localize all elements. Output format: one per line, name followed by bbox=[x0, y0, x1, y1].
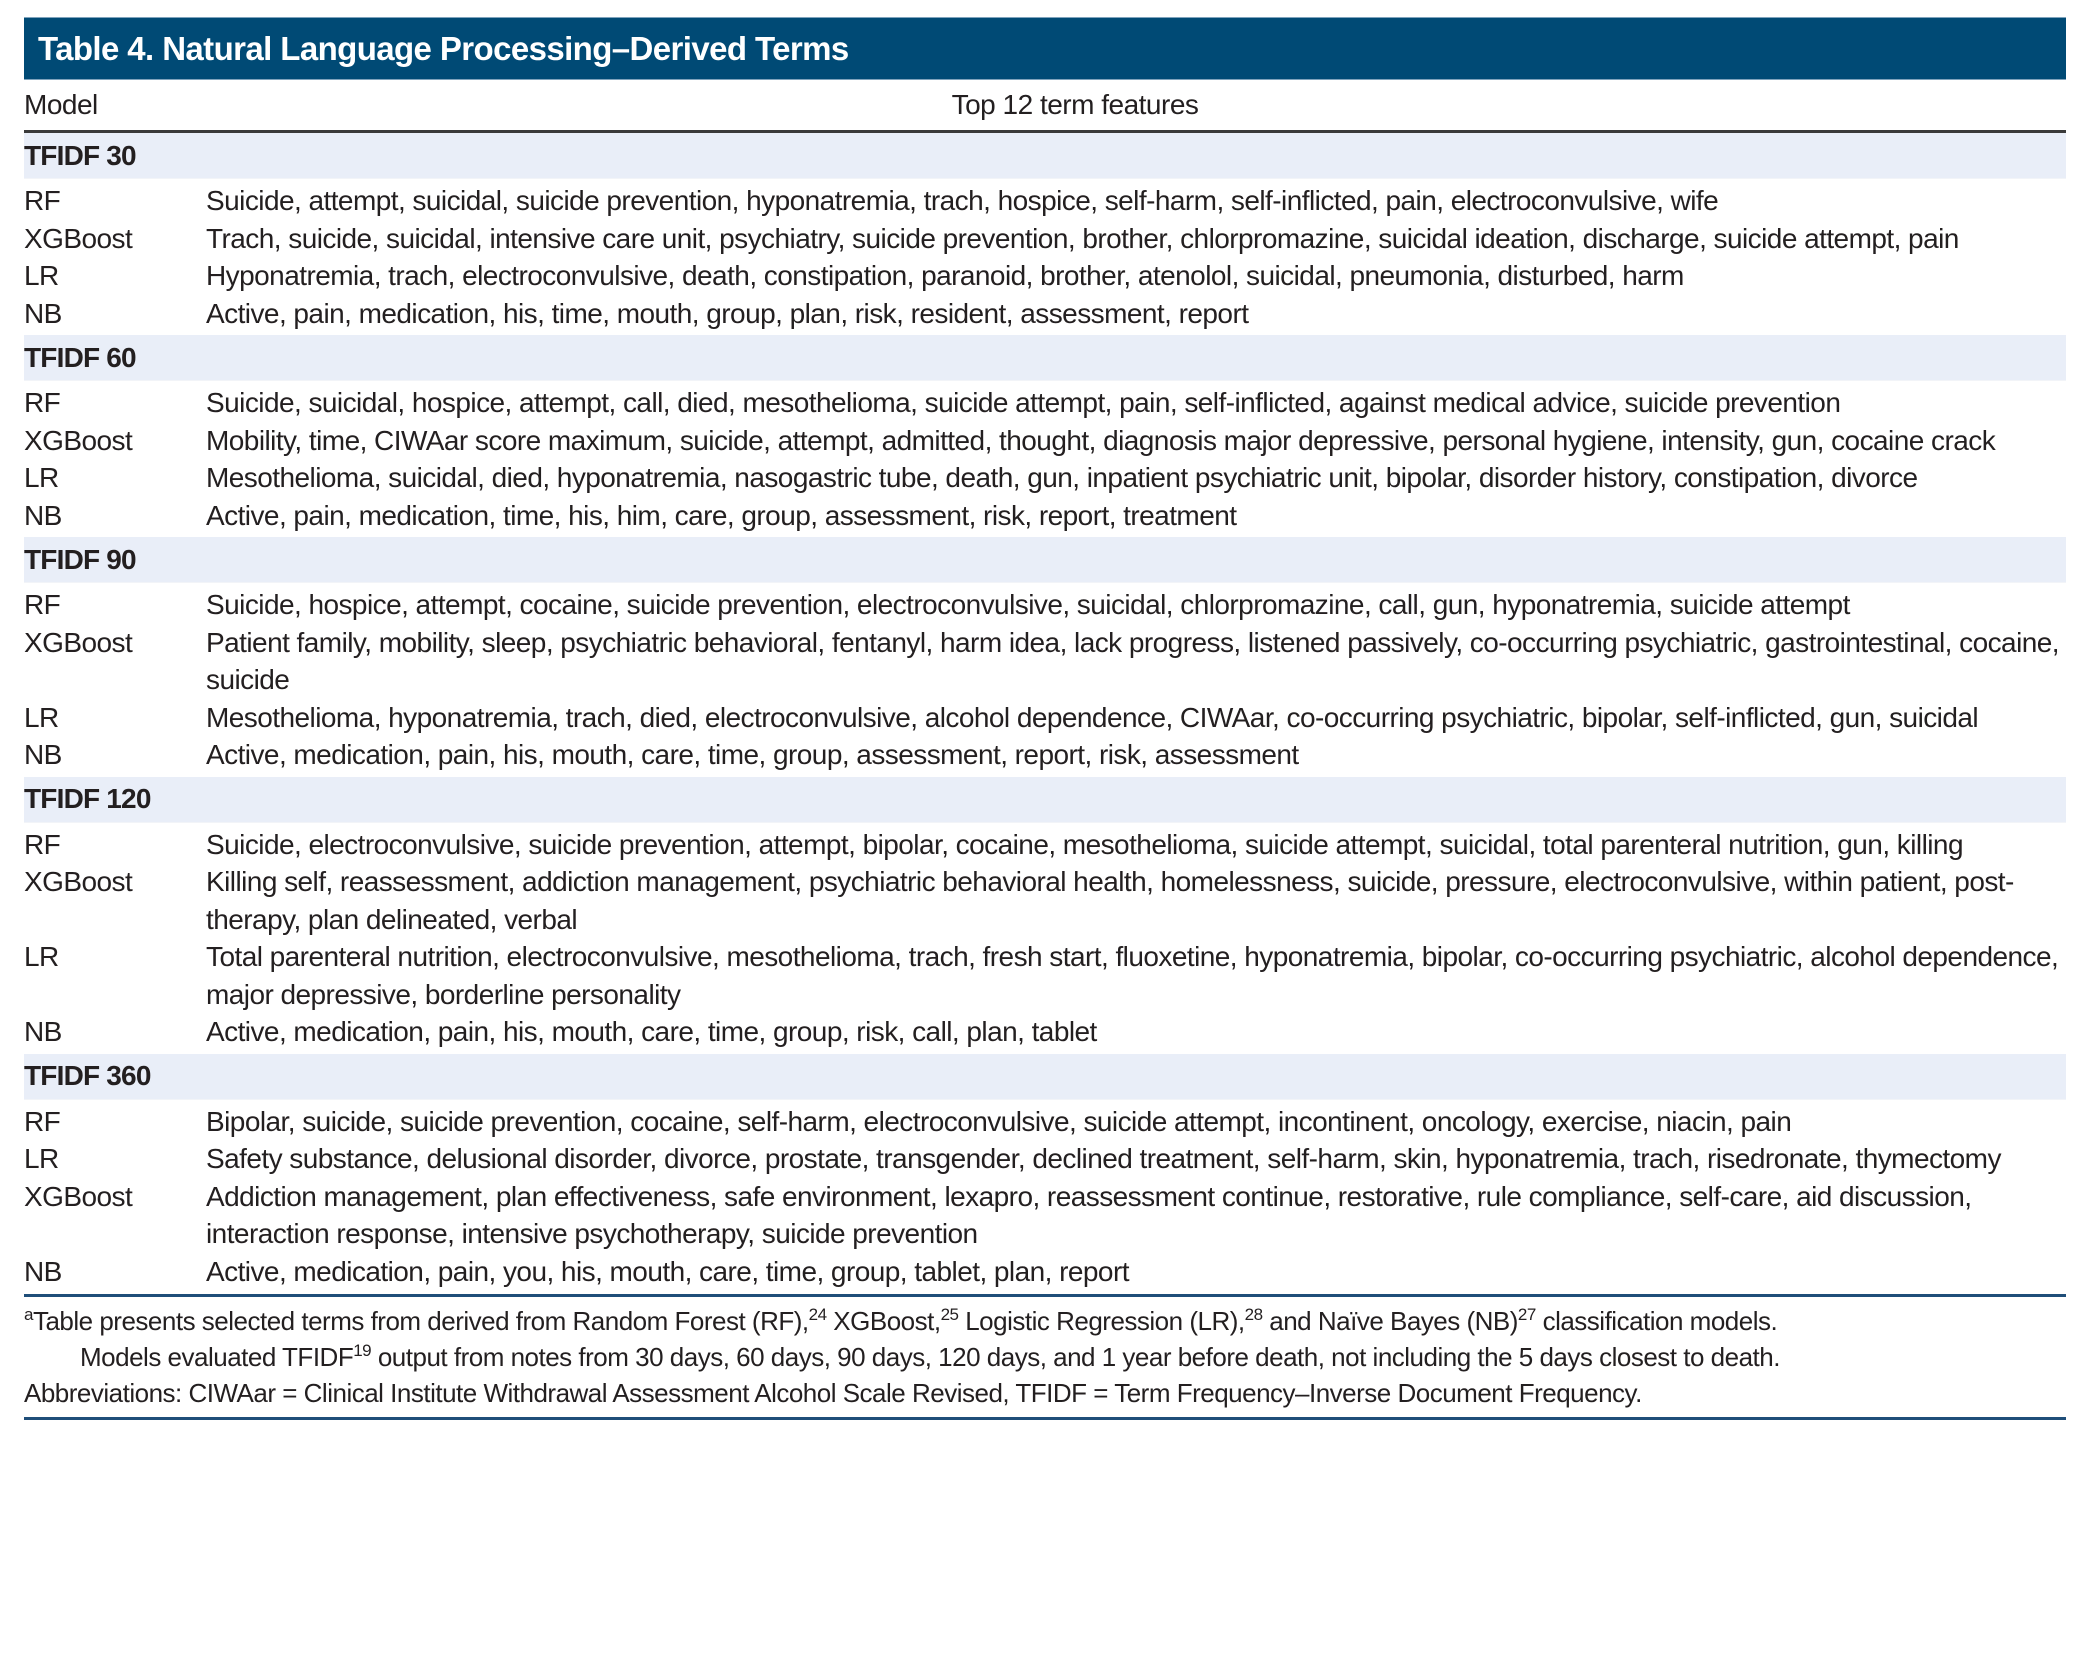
reference-superscript: 19 bbox=[353, 1341, 372, 1360]
column-header-row bbox=[24, 80, 2066, 133]
terms-cell: Suicide, hospice, attempt, cocaine, suicide prevention, electroconvulsive, suicidal, chlorpromazine, call, gun, hyponatremia, suicide attempt bbox=[206, 589, 1850, 620]
terms-cell: Active, pain, medication, his, time, mouth, group, plan, risk, resident, assessment, report bbox=[206, 297, 1249, 329]
table-title: Table 4. Natural Language Processing–Derived Terms bbox=[24, 17, 2066, 80]
terms-cell: Bipolar, suicide, suicide prevention, cocaine, self-harm, electroconvulsive, suicide attempt, incontinent, oncology, exercise, niacin, pain bbox=[206, 1105, 1792, 1137]
terms-cell: Total parenteral nutrition, electroconvulsive, mesothelioma, trach, fresh start, fluoxetine, hyponatremia, bipolar, co-occurring psychiatric, alcohol dependence, major depressive, borderline personality bbox=[206, 941, 2059, 1010]
table-row bbox=[24, 257, 2066, 295]
terms-cell: Killing self, reassessment, addiction management, psychiatric behavioral health, homelessness, suicide, pressure, electroconvulsive, within patient, post-therapy, plan delineated, verbal bbox=[206, 866, 2014, 935]
section-header-tfidf-120: TFIDF 120 bbox=[24, 777, 2066, 823]
model-cell: NB bbox=[24, 297, 62, 329]
table-row bbox=[24, 384, 2066, 422]
table-footnotes bbox=[24, 1297, 2066, 1417]
model-cell: NB bbox=[24, 1016, 62, 1047]
terms-cell: Mobility, time, CIWAar score maximum, suicide, attempt, admitted, thought, diagnosis major depressive, personal hygiene, intensity, gun, cocaine crack bbox=[206, 424, 1996, 456]
model-cell: LR bbox=[24, 701, 59, 733]
section-header-tfidf-360: TFIDF 360 bbox=[24, 1054, 2066, 1100]
model-cell: RF bbox=[24, 828, 61, 860]
table-row bbox=[24, 624, 2066, 699]
model-cell: XGBoost bbox=[24, 866, 133, 897]
terms-cell: Active, medication, pain, his, mouth, care, time, group, assessment, report, risk, assessment bbox=[206, 739, 1299, 770]
column-header-model: Model bbox=[24, 89, 98, 120]
table-row bbox=[24, 826, 2066, 864]
reference-superscript: 25 bbox=[940, 1305, 959, 1324]
table-row bbox=[24, 422, 2066, 460]
footnote-a bbox=[24, 1303, 2066, 1339]
table-row bbox=[24, 863, 2066, 938]
table-row bbox=[24, 938, 2066, 1013]
model-cell: XGBoost bbox=[24, 424, 133, 456]
reference-superscript: 24 bbox=[808, 1305, 827, 1324]
table-row bbox=[24, 295, 2066, 333]
footnote-text: XGBoost, bbox=[826, 1306, 941, 1336]
footnote-bottom-rule bbox=[24, 1417, 2066, 1420]
terms-cell: Suicide, electroconvulsive, suicide prevention, attempt, bipolar, cocaine, mesothelioma, suicide attempt, suicidal, total parenteral nutrition, gun, killing bbox=[206, 828, 1963, 860]
model-cell: XGBoost bbox=[24, 222, 133, 254]
table-row bbox=[24, 1253, 2066, 1291]
table-row bbox=[24, 699, 2066, 737]
terms-cell: Trach, suicide, suicidal, intensive care unit, psychiatry, suicide prevention, brother, chlorpromazine, suicidal ideation, discharge, suicide attempt, pain bbox=[206, 222, 1959, 254]
table-row bbox=[24, 586, 2066, 624]
section-header-tfidf-90: TFIDF 90 bbox=[24, 537, 2066, 583]
footnote-text: output from notes from 30 days, 60 days, 90 days, 120 days, and 1 year before death, not including the 5 days closest to death. bbox=[371, 1342, 1780, 1372]
nlp-terms-table bbox=[24, 17, 2066, 1420]
terms-cell: Hyponatremia, trach, electroconvulsive, death, constipation, paranoid, brother, atenolol, suicidal, pneumonia, disturbed, harm bbox=[206, 260, 1684, 291]
terms-cell: Safety substance, delusional disorder, divorce, prostate, transgender, declined treatment, self-harm, skin, hyponatremia, trach, risedronate, thymectomy bbox=[206, 1143, 2001, 1174]
model-cell: RF bbox=[24, 589, 61, 620]
table-row bbox=[24, 220, 2066, 258]
column-header-terms: Top 12 term features bbox=[951, 89, 1199, 120]
table-row bbox=[24, 1178, 2066, 1253]
table-row bbox=[24, 1140, 2066, 1178]
terms-cell: Suicide, suicidal, hospice, attempt, call, died, mesothelioma, suicide attempt, pain, self-inflicted, against medical advice, suicide prevention bbox=[206, 387, 1841, 418]
table-row bbox=[24, 1103, 2066, 1141]
model-cell: NB bbox=[24, 499, 62, 531]
terms-cell: Active, pain, medication, time, his, him, care, group, assessment, risk, report, treatment bbox=[206, 499, 1237, 531]
footnote-text: Models evaluated TFIDF bbox=[80, 1342, 354, 1372]
terms-cell: Mesothelioma, suicidal, died, hyponatremia, nasogastric tube, death, gun, inpatient psychiatric unit, bipolar, disorder history, constipation, divorce bbox=[206, 462, 1918, 493]
section-header-tfidf-30: TFIDF 30 bbox=[24, 133, 2066, 179]
footnote-a-continued bbox=[24, 1339, 2066, 1375]
model-cell: LR bbox=[24, 462, 59, 493]
terms-cell: Addiction management, plan effectiveness, safe environment, lexapro, reassessment continue, restorative, rule compliance, self-care, aid discussion, interaction response, intensive psychotherapy, suicide prevention bbox=[206, 1180, 1972, 1249]
model-cell: LR bbox=[24, 941, 59, 972]
model-cell: RF bbox=[24, 185, 61, 216]
terms-cell: Active, medication, pain, you, his, mouth, care, time, group, tablet, plan, report bbox=[206, 1255, 1129, 1287]
model-cell: LR bbox=[24, 260, 59, 291]
model-cell: NB bbox=[24, 1255, 62, 1287]
footnote-text: Logistic Regression (LR), bbox=[958, 1306, 1245, 1336]
footnote-text: and Naïve Bayes (NB) bbox=[1262, 1306, 1518, 1336]
abbreviations-note: Abbreviations: CIWAar = Clinical Institute Withdrawal Assessment Alcohol Scale Revised, TFIDF = Term Frequency–Inverse Document Frequency. bbox=[24, 1378, 1642, 1408]
footnote-text: Table presents selected terms from derived from Random Forest (RF), bbox=[32, 1306, 809, 1336]
model-cell: NB bbox=[24, 739, 62, 770]
terms-cell: Patient family, mobility, sleep, psychiatric behavioral, fentanyl, harm idea, lack progress, listened passively, co-occurring psychiatric, gastrointestinal, cocaine, suicide bbox=[206, 626, 2060, 695]
footnote-marker: a bbox=[24, 1305, 33, 1324]
model-cell: XGBoost bbox=[24, 626, 133, 658]
table-row bbox=[24, 736, 2066, 774]
table-row bbox=[24, 459, 2066, 497]
terms-cell: Mesothelioma, hyponatremia, trach, died, electroconvulsive, alcohol dependence, CIWAar, co-occurring psychiatric, bipolar, self-inflicted, gun, suicidal bbox=[206, 701, 1979, 733]
section-header-tfidf-60: TFIDF 60 bbox=[24, 335, 2066, 381]
terms-cell: Active, medication, pain, his, mouth, care, time, group, risk, call, plan, tablet bbox=[206, 1016, 1097, 1047]
reference-superscript: 27 bbox=[1517, 1305, 1536, 1324]
model-cell: LR bbox=[24, 1143, 59, 1174]
terms-cell: Suicide, attempt, suicidal, suicide prevention, hyponatremia, trach, hospice, self-harm, self-inflicted, pain, electroconvulsive, wife bbox=[206, 185, 1719, 216]
model-cell: XGBoost bbox=[24, 1180, 133, 1212]
table-row bbox=[24, 497, 2066, 535]
table-row bbox=[24, 182, 2066, 220]
table-row bbox=[24, 1013, 2066, 1051]
model-cell: RF bbox=[24, 1105, 61, 1137]
model-cell: RF bbox=[24, 387, 61, 418]
reference-superscript: 28 bbox=[1244, 1305, 1263, 1324]
footnote-text: classification models. bbox=[1535, 1306, 1778, 1336]
